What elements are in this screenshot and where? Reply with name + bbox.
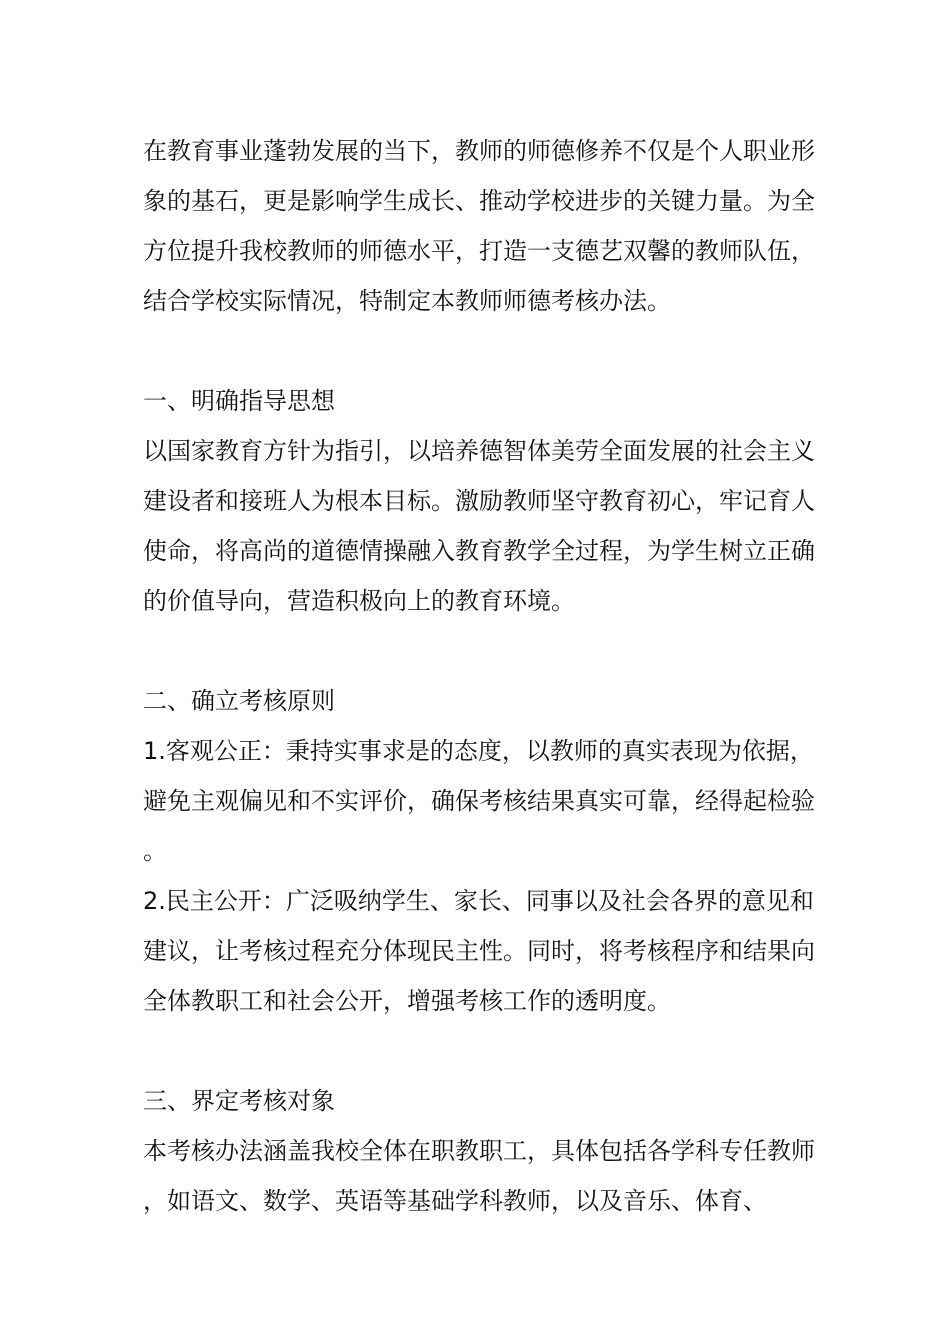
section-3-body: 本考核办法涵盖我校全体在职教职工，具体包括各学科专任教师，如语文、数学、英语等基础学科教师，以及音乐、体育、: [143, 1137, 815, 1215]
section-1-body: 以国家教育方针为指引，以培养德智体美劳全面发展的社会主义建设者和接班人为根本目标。激励教师坚守教育初心，牢记育人使命，将高尚的道德情操融入教育教学全过程，为学生树立正确的价值导向，营造积极向上的教育环境。: [143, 437, 815, 615]
section-2-heading: 二、确立考核原则: [143, 687, 335, 715]
paragraph-spacer: [143, 626, 823, 676]
paragraph-spacer: [143, 326, 823, 376]
paragraph-spacer: [143, 1026, 823, 1076]
section-3-heading: 三、界定考核对象: [143, 1087, 335, 1115]
section-2-item-1: 1.客观公正：秉持实事求是的态度，以教师的真实表现为依据，避免主观偏见和不实评价，确保考核结果真实可靠，经得起检验。: [143, 737, 815, 865]
section-1-heading: 一、明确指导思想: [143, 387, 335, 415]
section-2-item-2: 2.民主公开：广泛吸纳学生、家长、同事以及社会各界的意见和建议，让考核过程充分体现民主性。同时，将考核程序和结果向全体教职工和社会公开，增强考核工作的透明度。: [143, 887, 815, 1015]
intro-paragraph: 在教育事业蓬勃发展的当下，教师的师德修养不仅是个人职业形象的基石，更是影响学生成长、推动学校进步的关键力量。为全方位提升我校教师的师德水平，打造一支德艺双馨的教师队伍，结合学校实际情况，特制定本教师师德考核办法。: [143, 137, 815, 315]
document-page: [143, 126, 823, 1226]
